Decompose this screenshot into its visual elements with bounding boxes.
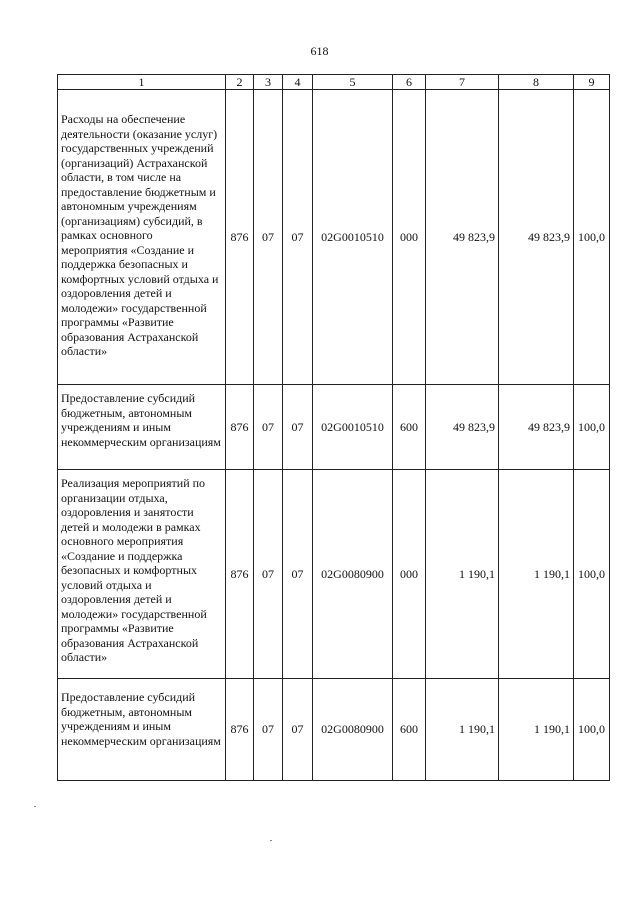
percent-cell: 100,0 (574, 470, 610, 679)
planned-amount-cell: 49 823,9 (426, 385, 499, 470)
subsection-cell: 07 (283, 470, 313, 679)
admin-code-cell: 876 (226, 90, 254, 385)
expense-type-cell: 600 (393, 385, 426, 470)
admin-code-cell: 876 (226, 470, 254, 679)
planned-amount-cell: 1 190,1 (426, 679, 499, 781)
percent-cell: 100,0 (574, 385, 610, 470)
executed-amount-cell: 49 823,9 (499, 385, 574, 470)
executed-amount-cell: 1 190,1 (499, 470, 574, 679)
target-article-cell: 02G0080900 (313, 470, 393, 679)
budget-table (57, 74, 610, 781)
subsection-cell: 07 (283, 90, 313, 385)
scan-speck (270, 840, 272, 841)
table-row (58, 679, 610, 781)
target-article-cell: 02G0080900 (313, 679, 393, 781)
row-description: Реализация мероприятий по организации отдыха, оздоровления и занятости детей и молодежи в рамках основного мероприятия «Создание и поддержка безопасных и комфортных условий отдыха и оздоровления детей и молодежи» государственной программы «Развитие образования Астраханской области» (58, 470, 226, 679)
header-col-2: 2 (226, 75, 254, 90)
subsection-cell: 07 (283, 385, 313, 470)
percent-cell: 100,0 (574, 679, 610, 781)
row-description: Предоставление субсидий бюджетным, автономным учреждениям и иным некоммерческим организациям (58, 385, 226, 470)
percent-cell: 100,0 (574, 90, 610, 385)
admin-code-cell: 876 (226, 679, 254, 781)
scan-speck (34, 806, 36, 807)
section-cell: 07 (254, 470, 283, 679)
target-article-cell: 02G0010510 (313, 385, 393, 470)
header-row (58, 75, 610, 90)
table-row (58, 385, 610, 470)
planned-amount-cell: 1 190,1 (426, 470, 499, 679)
expense-type-cell: 000 (393, 90, 426, 385)
header-col-5: 5 (313, 75, 393, 90)
header-col-1: 1 (58, 75, 226, 90)
subsection-cell: 07 (283, 679, 313, 781)
table-row (58, 90, 610, 385)
section-cell: 07 (254, 90, 283, 385)
target-article-cell: 02G0010510 (313, 90, 393, 385)
header-col-4: 4 (283, 75, 313, 90)
header-col-6: 6 (393, 75, 426, 90)
header-col-3: 3 (254, 75, 283, 90)
executed-amount-cell: 49 823,9 (499, 90, 574, 385)
table-row (58, 470, 610, 679)
planned-amount-cell: 49 823,9 (426, 90, 499, 385)
header-col-7: 7 (426, 75, 499, 90)
expense-type-cell: 600 (393, 679, 426, 781)
section-cell: 07 (254, 385, 283, 470)
page-number: 618 (310, 44, 329, 58)
section-cell: 07 (254, 679, 283, 781)
row-description: Предоставление субсидий бюджетным, автономным учреждениям и иным некоммерческим организациям (58, 679, 226, 781)
row-description: Расходы на обеспечение деятельности (оказание услуг) государственных учреждений (организаций) Астраханской области, в том числе на предоставление бюджетным и автономным учреждениям (организациям) субсидий, в рамках основного мероприятия «Создание и поддержка безопасных и комфортных условий отдыха и оздоровления детей и молодежи» государственной программы «Развитие образования Астраханской области» (58, 90, 226, 385)
executed-amount-cell: 1 190,1 (499, 679, 574, 781)
header-col-9: 9 (574, 75, 610, 90)
header-col-8: 8 (499, 75, 574, 90)
admin-code-cell: 876 (226, 385, 254, 470)
expense-type-cell: 000 (393, 470, 426, 679)
